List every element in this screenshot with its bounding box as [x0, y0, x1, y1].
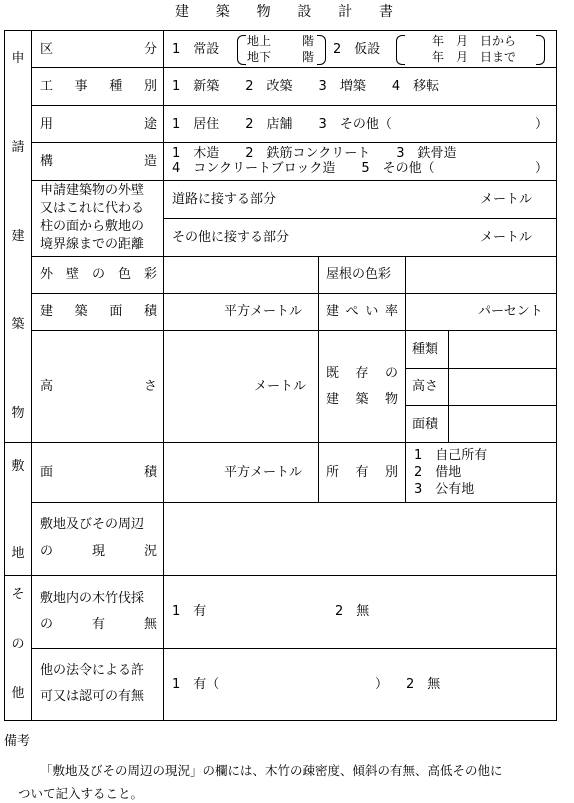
label-gaiheki-shikisai: 外 壁 の 色 彩: [40, 267, 157, 282]
kyori-road-unit: メートル: [480, 192, 533, 207]
yoto-options: 1 居住 2 店舗 3 その他（: [172, 117, 392, 132]
label-yoto: 用 途: [40, 117, 157, 132]
bassai-option-yu: 1 有: [172, 604, 207, 619]
shoyu-option-koyuchi: 3 公有地: [414, 482, 475, 497]
kubun-option-kasetsu: 2 仮設: [333, 42, 381, 57]
kubun-option-jousetsu: 1 常設: [172, 42, 220, 57]
label-kyori-line4: 境界線までの距離: [40, 237, 145, 252]
kyoka-option-yu: 1 有（: [172, 677, 220, 692]
kasetsu-from-date: 年 月 日から: [432, 34, 517, 48]
label-kyori-line3: 柱の面から敷地の: [40, 219, 145, 234]
label-kyori-line1: 申請建築物の外壁: [40, 183, 145, 198]
label-kyoka-line1: 他の法令による許: [40, 663, 145, 678]
chijo-kai-label: 階: [302, 34, 315, 48]
kasetsu-to-date: 年 月 日まで: [432, 50, 517, 64]
label-yane-shikisai: 屋根の色彩: [326, 267, 392, 282]
remarks-line2: ついて記入すること。: [18, 786, 144, 801]
label-bassai-line1: 敷地内の木竹伐採: [40, 591, 145, 606]
shoyu-option-jiko: 1 自己所有: [414, 448, 488, 463]
label-kenchiku-menseki: 建 築 面 積: [40, 304, 157, 319]
chijo-label: 地上: [247, 34, 272, 48]
label-shikichi-menseki: 面 積: [40, 465, 157, 480]
kenpei-unit: パーセント: [478, 304, 543, 319]
label-koji-shubetsu: 工 事 種 別: [40, 79, 157, 94]
label-kizon-line1: 既 存 の: [326, 366, 398, 381]
label-kubun: 区 分: [40, 42, 157, 57]
group-label-shinsei: 申 請 建 築 物: [11, 51, 25, 421]
group-label-sonota: そ の 他: [11, 587, 25, 701]
label-kenpeiritsu: 建 ぺ い 率: [326, 304, 398, 319]
label-kozo: 構 造: [40, 154, 157, 169]
left-bracket-icon: [396, 35, 405, 65]
kyori-other-unit: メートル: [480, 230, 533, 245]
label-kyori-line2: 又はこれに代わる: [40, 201, 145, 216]
group-label-shikichi: 敷 地: [11, 459, 25, 561]
kozo-close-paren: ）: [535, 161, 549, 176]
label-shoyu-betsu: 所 有 別: [326, 465, 398, 480]
left-bracket-icon: [237, 35, 246, 65]
bassai-option-mu: 2 無: [335, 604, 370, 619]
label-kizon-menseki: 面積: [412, 417, 439, 432]
chika-kai-label: 階: [302, 50, 315, 64]
menseki-unit: 平方メートル: [224, 304, 303, 319]
kyori-road-label: 道路に接する部分: [172, 192, 277, 207]
remarks-line1: 「敷地及びその周辺の現況」の欄には、木竹の疎密度、傾斜の有無、高低その他に: [40, 763, 503, 778]
label-genkyo-line2: の 現 況: [40, 544, 157, 559]
label-kizon-line2: 建 築 物: [326, 392, 398, 407]
koji-options: 1 新築 2 改築 3 増築 4 移転: [172, 79, 440, 94]
takasa-unit: メートル: [254, 379, 307, 394]
label-genkyo-line1: 敷地及びその周辺: [40, 517, 145, 532]
kyoka-close-paren: ）: [375, 677, 389, 692]
label-kizon-shurui: 種類: [412, 342, 439, 357]
label-kizon-takasa: 高さ: [412, 379, 439, 394]
right-bracket-icon: [536, 35, 545, 65]
remarks-heading: 備考: [4, 734, 31, 749]
label-kyoka-line2: 可又は認可の有無: [40, 689, 145, 704]
chika-label: 地下: [247, 50, 272, 64]
label-bassai-line2: の 有 無: [40, 617, 157, 632]
kyoka-option-mu: 2 無: [406, 677, 441, 692]
kozo-options-line2: 4 コンクリートブロック造 5 その他（: [172, 161, 435, 176]
right-bracket-icon: [317, 35, 326, 65]
label-takasa: 高 さ: [40, 379, 157, 394]
shoyu-option-shakuchi: 2 借地: [414, 465, 462, 480]
kozo-options-line1: 1 木造 2 鉄筋コンクリート 3 鉄骨造: [172, 146, 457, 161]
yoto-close-paren: ）: [535, 117, 549, 132]
kyori-other-label: その他に接する部分: [172, 230, 290, 245]
shikichi-menseki-unit: 平方メートル: [224, 465, 303, 480]
page-title: 建 築 物 設 計 書: [175, 4, 393, 20]
